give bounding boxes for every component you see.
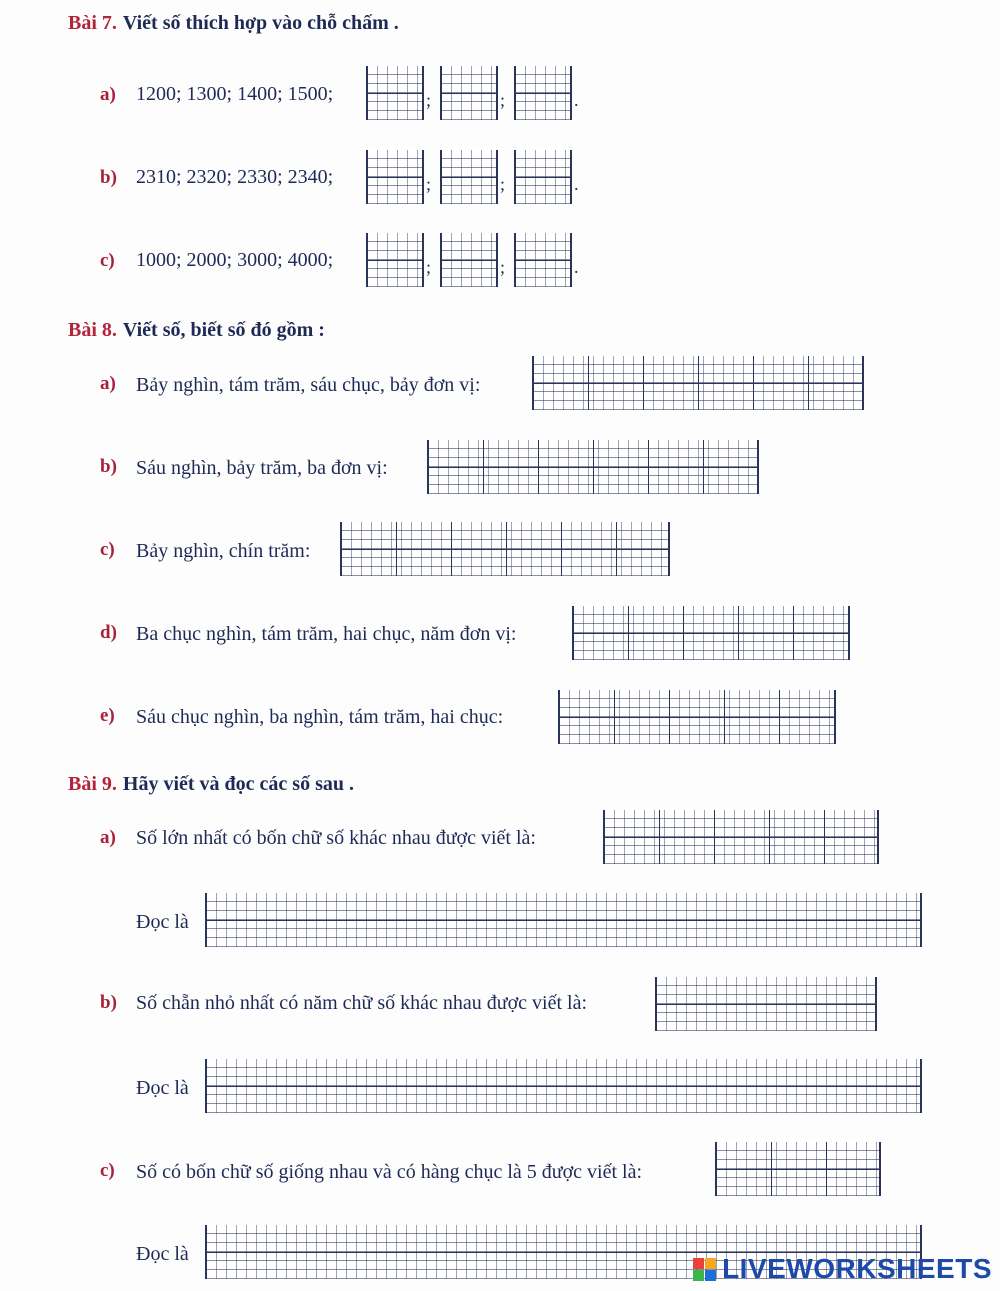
bai8-c-text: Bảy nghìn, chín trăm:	[136, 540, 311, 562]
bai9-c-read-label: Đọc là	[136, 1243, 189, 1265]
bai9-c-letter: c)	[100, 1160, 115, 1181]
bai8-title: Viết số, biết số đó gồm :	[122, 319, 325, 341]
bai9-b-answer[interactable]	[655, 977, 877, 1031]
bai8-d-text: Ba chục nghìn, tám trăm, hai chục, năm đơn vị:	[136, 623, 517, 645]
bai7-c-answer-3[interactable]	[514, 233, 572, 287]
bai8-a-text: Bảy nghìn, tám trăm, sáu chục, bảy đơn vị:	[136, 374, 481, 396]
brand-name: LIVEWORKSHEETS	[722, 1253, 992, 1284]
bai7-c-text: 1000; 2000; 3000; 4000;	[136, 249, 334, 271]
bai8-d-letter: d)	[100, 622, 117, 643]
bai8-a-answer[interactable]	[532, 356, 864, 410]
bai7-a-answer-2[interactable]	[440, 66, 498, 120]
bai9-title: Hãy viết và đọc các số sau .	[122, 773, 354, 795]
bai7-b-answer-2[interactable]	[440, 150, 498, 204]
bai7-a-text: 1200; 1300; 1400; 1500;	[136, 83, 334, 105]
bai9-a-text: Số lớn nhất có bốn chữ số khác nhau được viết là:	[136, 827, 536, 849]
bai9-b-read-label: Đọc là	[136, 1077, 189, 1099]
bai8-d-answer[interactable]	[572, 606, 850, 660]
bai8-b-answer[interactable]	[427, 440, 759, 494]
bai9-a-letter: a)	[100, 827, 116, 848]
bai7-c-answer-1[interactable]	[366, 233, 424, 287]
bai8-e-letter: e)	[100, 705, 115, 726]
bai7-heading	[68, 12, 399, 35]
bai9-number: Bài 9.	[68, 773, 117, 795]
bai9-c-text: Số có bốn chữ số giống nhau và có hàng chục là 5 được viết là:	[136, 1161, 643, 1183]
bai8-heading	[68, 319, 325, 342]
bai7-b-text: 2310; 2320; 2330; 2340;	[136, 166, 334, 188]
bai7-a-answer-1[interactable]	[366, 66, 424, 120]
bai9-b-letter: b)	[100, 992, 117, 1013]
bai7-b-end: .	[574, 174, 579, 194]
bai8-a-letter: a)	[100, 373, 116, 394]
bai9-c-answer[interactable]	[715, 1142, 881, 1196]
bai9-heading	[68, 773, 354, 796]
bai7-a-answer-3[interactable]	[514, 66, 572, 120]
bai8-c-answer[interactable]	[340, 522, 670, 576]
bai8-c-letter: c)	[100, 539, 115, 560]
bai7-a-sep-1: ;	[426, 90, 432, 110]
bai7-c-sep-2: ;	[500, 257, 506, 277]
bai8-e-answer[interactable]	[558, 690, 836, 744]
bai8-number: Bài 8.	[68, 319, 117, 341]
bai7-b-letter: b)	[100, 167, 117, 188]
bai9-b-text: Số chẵn nhỏ nhất có năm chữ số khác nhau được viết là:	[136, 992, 588, 1014]
bai7-b-answer-1[interactable]	[366, 150, 424, 204]
bai7-b-answer-3[interactable]	[514, 150, 572, 204]
bai9-a-answer[interactable]	[603, 810, 879, 864]
bai7-c-answer-2[interactable]	[440, 233, 498, 287]
bai7-c-sep-1: ;	[426, 257, 432, 277]
bai7-number: Bài 7.	[68, 12, 117, 34]
bai9-a-read-label: Đọc là	[136, 911, 189, 933]
bai9-a-read-answer[interactable]	[205, 893, 922, 947]
liveworksheets-logo	[693, 1253, 992, 1285]
bai7-a-sep-2: ;	[500, 90, 506, 110]
bai7-b-sep-2: ;	[500, 174, 506, 194]
bai7-a-end: .	[574, 90, 579, 110]
bai9-b-read-answer[interactable]	[205, 1059, 922, 1113]
bai8-b-letter: b)	[100, 456, 117, 477]
bai8-e-text: Sáu chục nghìn, ba nghìn, tám trăm, hai chục:	[136, 706, 504, 728]
bai7-title: Viết số thích hợp vào chỗ chấm .	[122, 12, 399, 34]
liveworksheets-logo-icon	[693, 1258, 716, 1281]
bai8-b-text: Sáu nghìn, bảy trăm, ba đơn vị:	[136, 457, 388, 479]
bai7-a-letter: a)	[100, 84, 116, 105]
bai7-b-sep-1: ;	[426, 174, 432, 194]
bai7-c-end: .	[574, 257, 579, 277]
bai7-c-letter: c)	[100, 250, 115, 271]
